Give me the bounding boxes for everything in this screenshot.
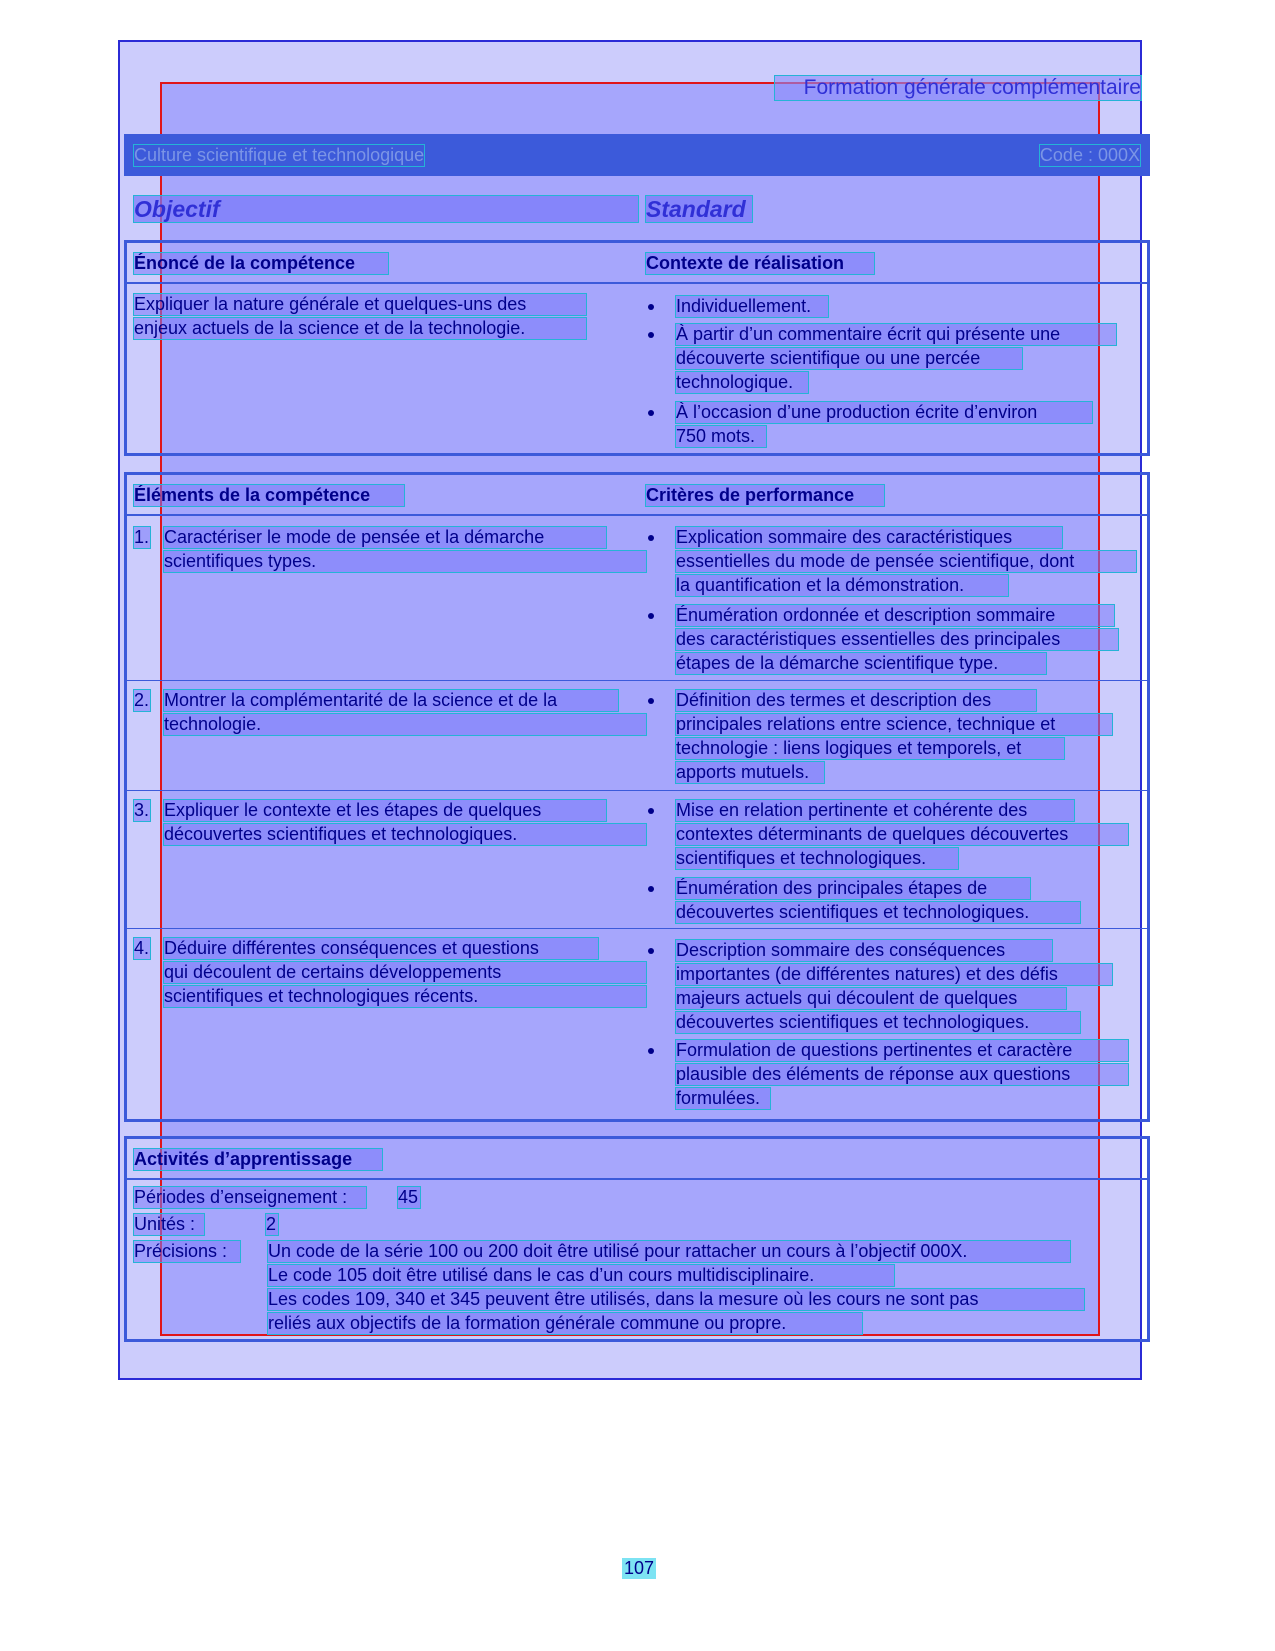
bullet (648, 304, 654, 310)
critere-line: des caractéristiques essentielles des principales (676, 629, 1118, 650)
contexte-item: À l’occasion d’une production écrite d’environ (676, 402, 1092, 423)
precisions-label: Précisions : (134, 1241, 240, 1262)
critere-line: apports mutuels. (676, 762, 824, 783)
critere-line: Mise en relation pertinente et cohérente des (676, 800, 1074, 821)
element-line: Montrer la complémentarité de la science et de la (164, 690, 618, 711)
row-divider (124, 680, 1150, 681)
enonce-line: enjeux actuels de la science et de la technologie. (134, 318, 586, 339)
divider (124, 282, 1150, 284)
element-line: qui découlent de certains développements (164, 962, 646, 983)
page-number: 107 (624, 1558, 655, 1578)
contexte-item: découverte scientifique ou une percée (676, 348, 1022, 369)
contexte-item: technologique. (676, 372, 808, 393)
row-divider (124, 928, 1150, 929)
critere-line: découvertes scientifiques et technologiques. (676, 1012, 1080, 1033)
critere-line: plausible des éléments de réponse aux questions (676, 1064, 1128, 1085)
bullet (648, 948, 654, 954)
contexte-item: À partir d’un commentaire écrit qui présente une (676, 324, 1116, 345)
critere-line: majeurs actuels qui découlent de quelques (676, 988, 1066, 1009)
element-line: Déduire différentes conséquences et questions (164, 938, 598, 959)
critere-line: étapes de la démarche scientifique type. (676, 653, 1046, 674)
precision-line: Le code 105 doit être utilisé dans le cas d’un cours multidisciplinaire. (268, 1265, 894, 1286)
element-line: Expliquer le contexte et les étapes de quelques (164, 800, 606, 821)
critere-line: principales relations entre science, technique et (676, 714, 1112, 735)
element-line: Caractériser le mode de pensée et la démarche (164, 527, 606, 548)
title-banner (124, 134, 1150, 176)
contexte-heading: Contexte de réalisation (646, 253, 874, 274)
critere-line: Énumération des principales étapes de (676, 878, 1030, 899)
unites-value: 2 (266, 1214, 277, 1234)
activites-heading: Activités d’apprentissage (134, 1149, 382, 1170)
divider (124, 514, 1150, 516)
element-line: scientifiques et technologiques récents. (164, 986, 646, 1007)
critere-line: importantes (de différentes natures) et des défis (676, 964, 1112, 985)
standard-heading: Standard (646, 196, 752, 222)
enonce-heading: Énoncé de la compétence (134, 253, 388, 274)
bullet (648, 698, 654, 704)
running-header: Formation générale complémentaire (775, 76, 1141, 100)
bullet (648, 613, 654, 619)
element-line: scientifiques types. (164, 551, 646, 572)
bullet (648, 886, 654, 892)
row-divider (124, 790, 1150, 791)
precision-line: reliés aux objectifs de la formation générale commune ou propre. (268, 1313, 862, 1334)
element-number: 1. (134, 527, 150, 547)
critere-line: Définition des termes et description des (676, 690, 1036, 711)
objectif-heading: Objectif (134, 196, 638, 222)
critere-line: Description sommaire des conséquences (676, 940, 1052, 961)
bullet (648, 808, 654, 814)
critere-line: la quantification et la démonstration. (676, 575, 1008, 596)
periodes-value: 45 (398, 1187, 419, 1207)
critere-line: essentielles du mode de pensée scientifique, dont (676, 551, 1136, 572)
element-number: 3. (134, 800, 150, 820)
critere-line: Explication sommaire des caractéristiques (676, 527, 1062, 548)
course-code: Code : 000X (1039, 145, 1140, 165)
precision-line: Un code de la série 100 ou 200 doit être utilisé pour rattacher un cours à l’objectif 000X. (268, 1241, 1070, 1262)
element-line: découvertes scientifiques et technologiques. (164, 824, 646, 845)
precision-line: Les codes 109, 340 et 345 peuvent être utilisés, dans la mesure où les cours ne sont pas (268, 1289, 1084, 1310)
course-title: Culture scientifique et technologique (134, 145, 425, 165)
critere-line: technologie : liens logiques et temporels, et (676, 738, 1064, 759)
element-line: technologie. (164, 714, 646, 735)
critere-line: découvertes scientifiques et technologiques. (676, 902, 1080, 923)
critere-line: Énumération ordonnée et description sommaire (676, 605, 1114, 626)
contexte-item: Individuellement. (676, 296, 828, 317)
unites-label: Unités : (134, 1214, 204, 1235)
critere-line: scientifiques et technologiques. (676, 848, 958, 869)
criteres-heading: Critères de performance (646, 485, 884, 506)
element-number: 2. (134, 690, 150, 710)
contexte-item: 750 mots. (676, 426, 766, 447)
bullet (648, 410, 654, 416)
critere-line: formulées. (676, 1088, 770, 1109)
periodes-label: Périodes d’enseignement : (134, 1187, 366, 1208)
divider (124, 1178, 1150, 1180)
element-number: 4. (134, 938, 150, 958)
bullet (648, 332, 654, 338)
enonce-line: Expliquer la nature générale et quelques-uns des (134, 294, 586, 315)
elements-heading: Éléments de la compétence (134, 485, 404, 506)
critere-line: Formulation de questions pertinentes et caractère (676, 1040, 1128, 1061)
bullet (648, 1048, 654, 1054)
critere-line: contextes déterminants de quelques découvertes (676, 824, 1128, 845)
bullet (648, 535, 654, 541)
